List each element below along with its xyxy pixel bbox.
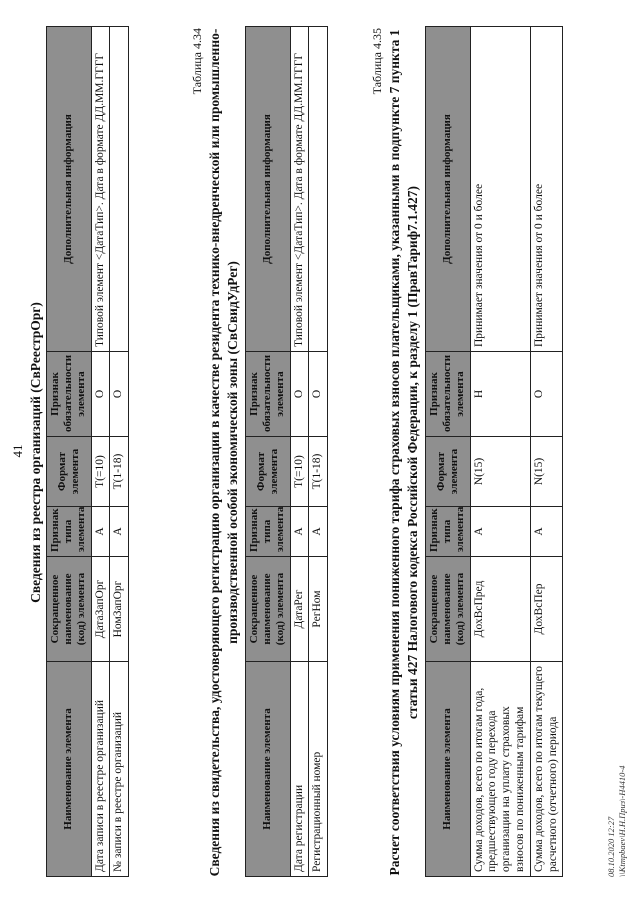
- header-type: Признак типа элемента: [47, 507, 92, 557]
- footer-path: \\Ktmpbaev\Н.Н.Приз\-Н4410-4: [616, 765, 627, 877]
- table-row: [530, 27, 563, 877]
- header-format: Формат элемента: [47, 437, 92, 507]
- cell-name: Сумма доходов, всего по итогам года, предшествующего году перехода организации на уплату страховых взносов по пониженным тарифам: [470, 662, 530, 877]
- table1-title: Сведения из реестра организаций (СвРеестрОрг): [28, 302, 43, 603]
- header-type: Признак типа элемента: [426, 507, 471, 557]
- table2-title-line1: Сведения из свидетельства, удостоверяющего регистрацию организации в качестве резидента технико-внедренческой или промышленно-: [207, 28, 222, 877]
- cell-code: ДохВсПер: [530, 557, 563, 662]
- table-row: [309, 27, 328, 877]
- page-number: 41: [10, 444, 25, 458]
- header-code: Сокращенное наименование (код) элемента: [246, 557, 291, 662]
- cell-type: А: [470, 507, 530, 557]
- cell-required: Н: [470, 352, 530, 437]
- table2-title-line2: производственной особой экономической зоны (СвСвидУдРег): [225, 261, 240, 644]
- cell-code: ДатаЗапОрг: [91, 557, 110, 662]
- cell-type: А: [290, 507, 309, 557]
- cell-info: [110, 27, 129, 352]
- cell-type: А: [110, 507, 129, 557]
- header-required: Признак обязательности элемента: [246, 352, 291, 437]
- table-row: [470, 27, 530, 877]
- table3-label: Таблица 4.35: [370, 28, 384, 95]
- table1: [46, 26, 129, 877]
- table2-header-row: [246, 27, 291, 877]
- header-info: Дополнительная информация: [47, 27, 92, 352]
- table-row: [91, 27, 110, 877]
- cell-name: Сумма доходов, всего по итогам текущего расчетного (отчетного) периода: [530, 662, 563, 877]
- footer-stamp: [606, 766, 627, 877]
- cell-code: ДохВсПред: [470, 557, 530, 662]
- cell-info: Типовой элемент <ДатаТип>. Дата в формате ДД.ММ.ГГГГ: [290, 27, 309, 352]
- header-format: Формат элемента: [246, 437, 291, 507]
- header-code: Сокращенное наименование (код) элемента: [47, 557, 92, 662]
- header-type: Признак типа элемента: [246, 507, 291, 557]
- footer-date: 08.10.2020 12:27: [606, 816, 616, 877]
- cell-info: Принимает значения от 0 и более: [530, 27, 563, 352]
- header-name: Наименование элемента: [246, 662, 291, 877]
- table3-title-line2: статьи 427 Налогового кодекса Российской Федерации, к разделу 1 (ПравТариф7.1.427): [405, 185, 420, 720]
- table2-label: Таблица 4.34: [190, 28, 204, 95]
- cell-required: О: [110, 352, 129, 437]
- header-name: Наименование элемента: [426, 662, 471, 877]
- cell-info: Принимает значения от 0 и более: [470, 27, 530, 352]
- table3: [425, 26, 563, 877]
- header-info: Дополнительная информация: [246, 27, 291, 352]
- table1-header-row: [47, 27, 92, 877]
- cell-code: РегНом: [309, 557, 328, 662]
- table-row: [110, 27, 129, 877]
- cell-name: Дата записи в реестре организаций: [91, 662, 110, 877]
- cell-required: О: [309, 352, 328, 437]
- header-info: Дополнительная информация: [426, 27, 471, 352]
- cell-required: О: [530, 352, 563, 437]
- cell-format: T(=10): [290, 437, 309, 507]
- cell-code: ДатаРег: [290, 557, 309, 662]
- cell-format: T(1-18): [110, 437, 129, 507]
- header-name: Наименование элемента: [47, 662, 92, 877]
- cell-required: О: [91, 352, 110, 437]
- cell-type: А: [91, 507, 110, 557]
- header-required: Признак обязательности элемента: [426, 352, 471, 437]
- cell-code: НомЗапОрг: [110, 557, 129, 662]
- cell-info: [309, 27, 328, 352]
- cell-name: Регистрационный номер: [309, 662, 328, 877]
- cell-name: № записи в реестре организаций: [110, 662, 129, 877]
- header-required: Признак обязательности элемента: [47, 352, 92, 437]
- cell-required: О: [290, 352, 309, 437]
- cell-format: T(=10): [91, 437, 110, 507]
- cell-format: N(15): [470, 437, 530, 507]
- cell-info: Типовой элемент <ДатаТип>. Дата в формате ДД.ММ.ГГГГ: [91, 27, 110, 352]
- cell-type: А: [309, 507, 328, 557]
- table3-title-line1: Расчет соответствия условиям применения пониженного тарифа страховых взносов плательщиками, указанными в подпункте 7 пункта 1: [387, 29, 402, 876]
- header-code: Сокращенное наименование (код) элемента: [426, 557, 471, 662]
- cell-name: Дата регистрации: [290, 662, 309, 877]
- cell-format: T(1-18): [309, 437, 328, 507]
- table2: [245, 26, 328, 877]
- cell-type: А: [530, 507, 563, 557]
- cell-format: N(15): [530, 437, 563, 507]
- table3-header-row: [426, 27, 471, 877]
- table-row: [290, 27, 309, 877]
- header-format: Формат элемента: [426, 437, 471, 507]
